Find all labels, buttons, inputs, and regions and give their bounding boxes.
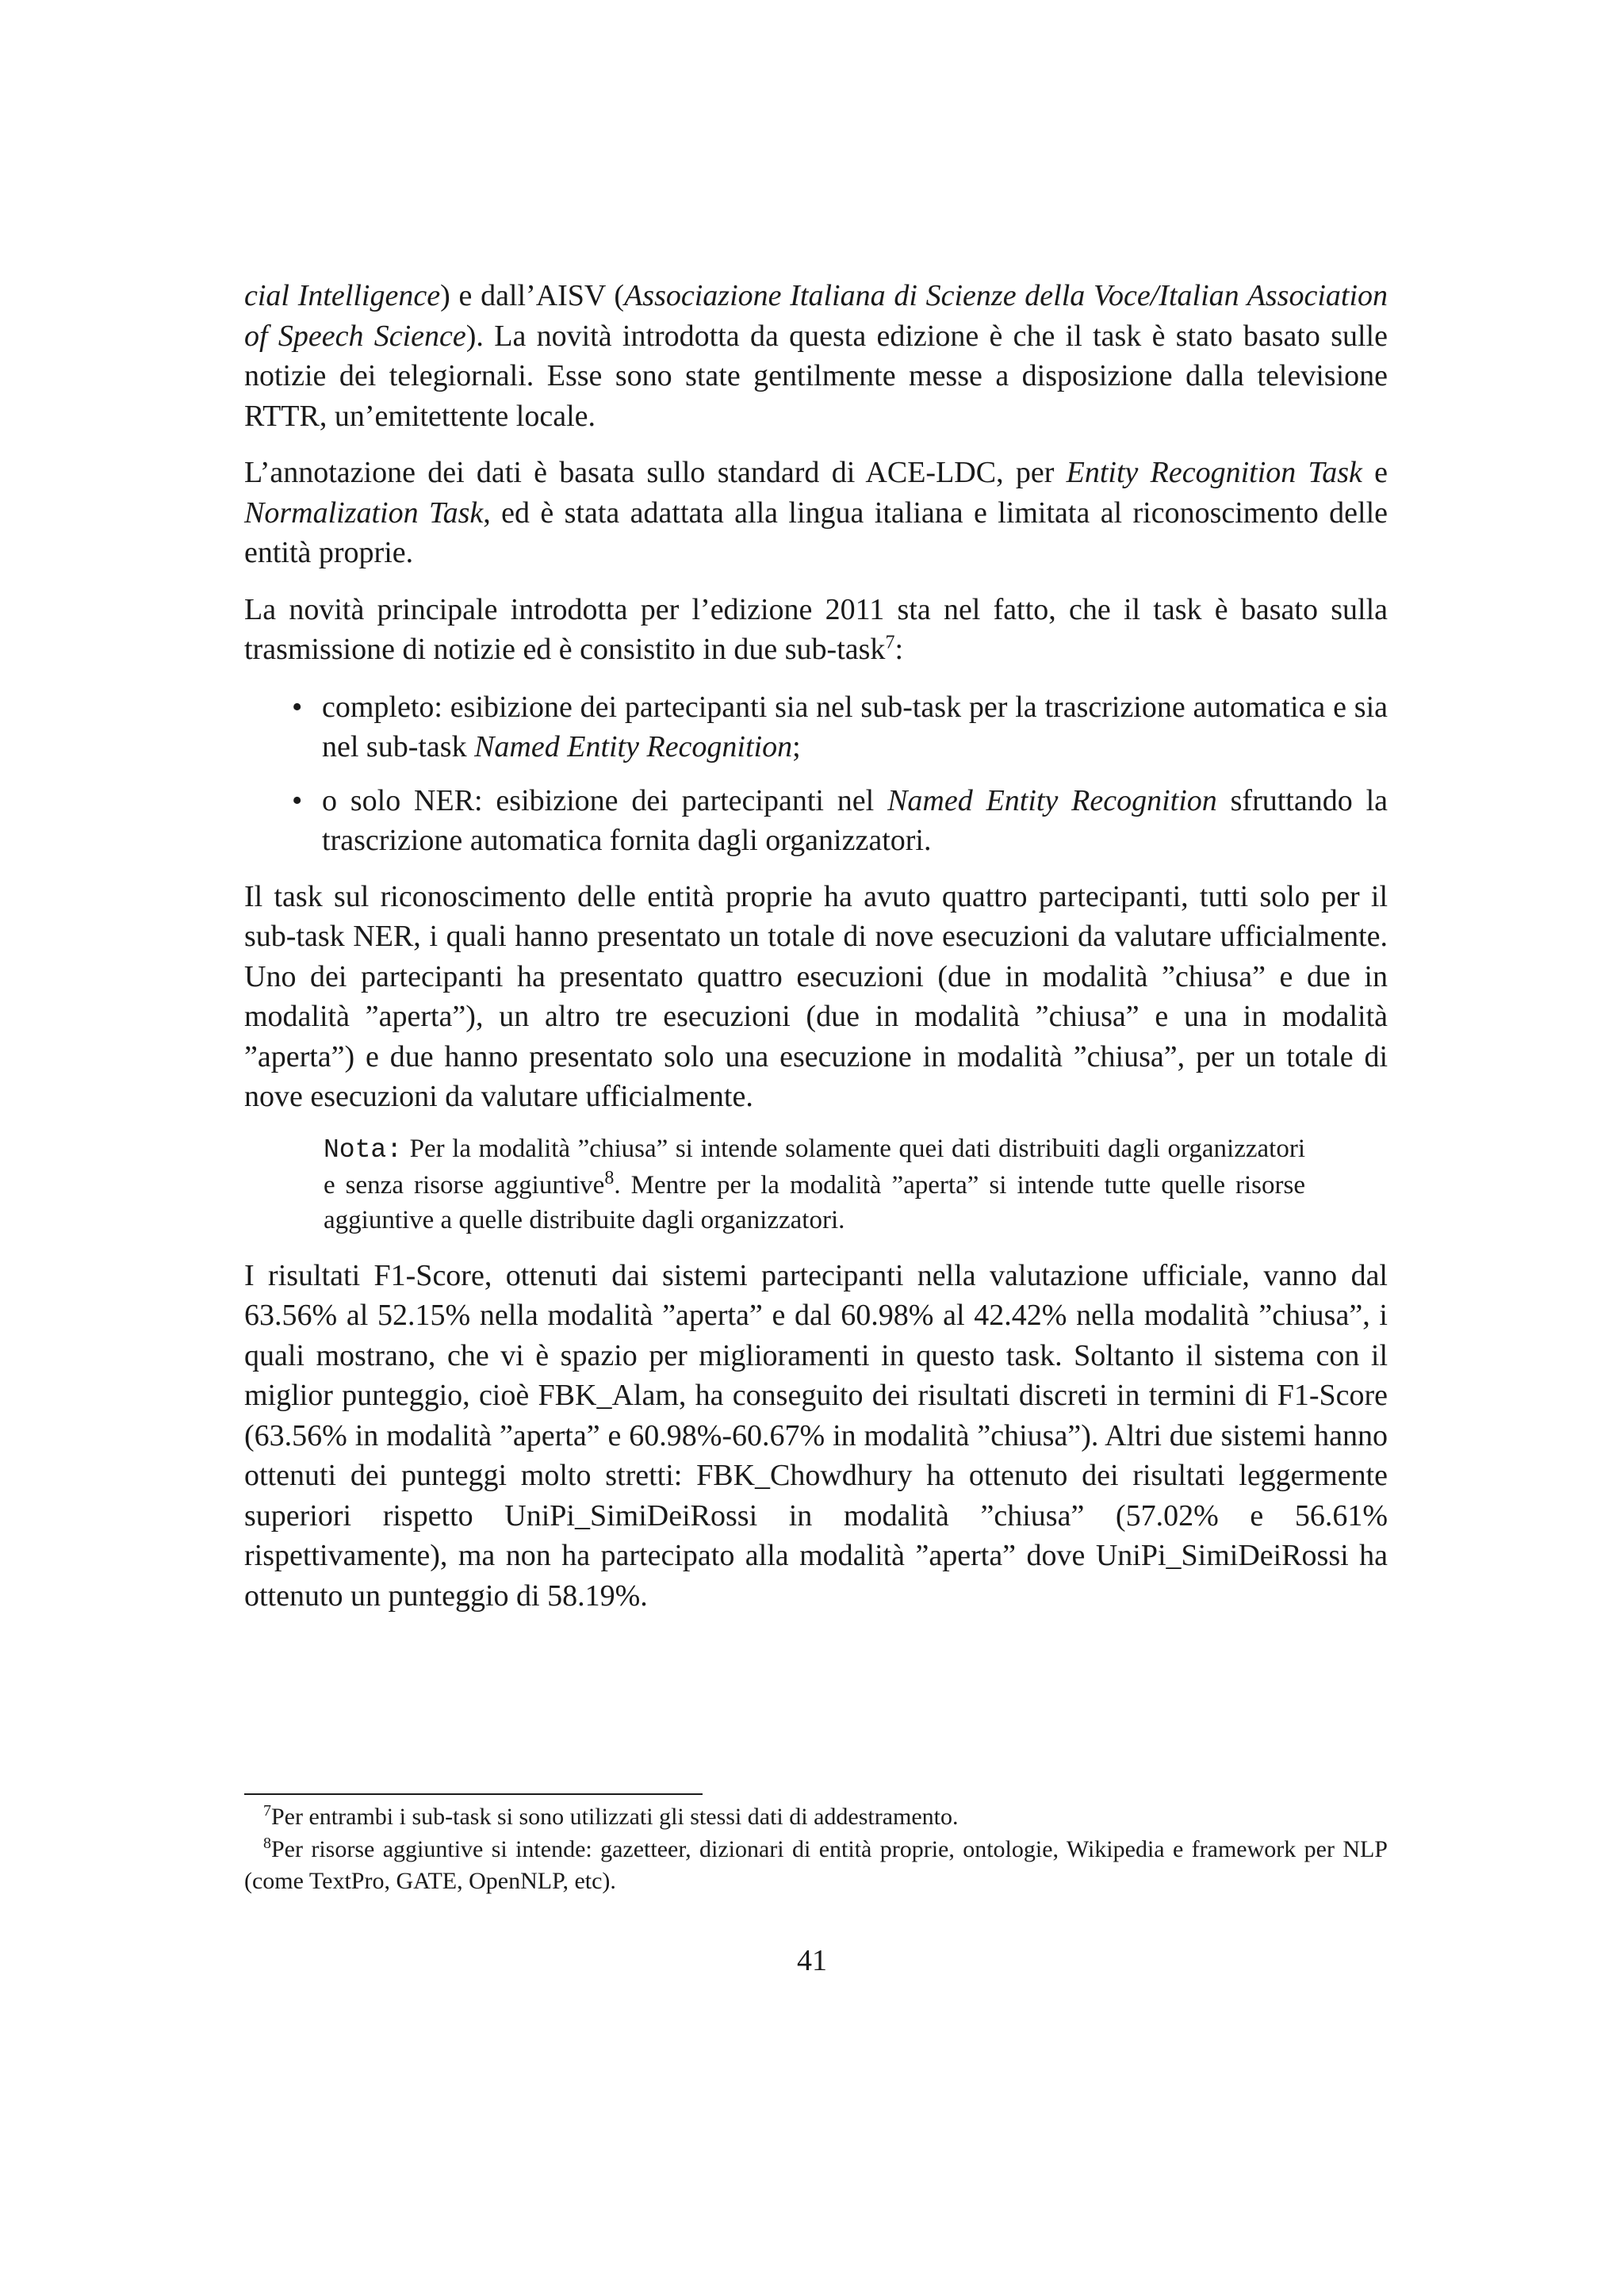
paragraph-novelty <box>244 590 1388 670</box>
page-number: 41 <box>797 1944 827 1977</box>
footnote-text: Per risorse aggiuntive si intende: gazetteer, dizionari di entità proprie, ontologie, Wikipedia e framework per NLP (come TextPro, GATE, OpenNLP, etc). <box>244 1835 1388 1894</box>
footnote-number: 7 <box>263 1802 271 1820</box>
footnote-ref-8[interactable]: 8 <box>604 1167 615 1188</box>
paragraph-aisv <box>244 276 1388 436</box>
text-run: ). La novità introdotta da questa edizione è che il task è stato basato sulle notizie dei telegiornali. Esse sono state gentilmente messe a disposizione dalla televisione RTTR, un’emitettente locale. <box>244 319 1388 433</box>
main-text <box>244 276 1388 1616</box>
italic-text: cial Intelligence <box>244 279 441 312</box>
footnote-divider <box>244 1793 703 1795</box>
text-run: La novità principale introdotta per l’edizione 2011 sta nel fatto, che il task è basato sulla trasmissione di notizie ed è consistito in due sub-task <box>244 592 1388 666</box>
paragraph-results: I risultati F1-Score, ottenuti dai sistemi partecipanti nella valutazione ufficiale, vanno dal 63.56% al 52.15% nella modalità ”aperta” e dal 60.98% al 42.42% nella modalità ”chiusa”, i quali mostrano, che vi è spazio per miglioramenti in questo task. Soltanto il sistema con il miglior punteggio, cioè FBK_Alam, ha conseguito dei risultati discreti in termini di F1-Score (63.56% in modalità ”aperta” e 60.98%-60.67% in modalità ”chiusa”). Altri due sistemi hanno ottenuti dei punteggi molto stretti: FBK_Chowdhury ha ottenuto dei risultati leggermente superiori rispetto UniPi_SimiDeiRossi in modalità ”chiusa” (57.02% e 56.61% rispettivamente), ma non ha partecipato alla modalità ”aperta” dove UniPi_SimiDeiRossi ha ottenuto un punteggio di 58.19%. <box>244 1258 1388 1613</box>
italic-text: Associazione Italiana di Scienze della Voce/Italian Association of Speech Science <box>244 279 1388 353</box>
text-run: o solo NER: esibizione dei partecipanti nel <box>322 783 888 817</box>
italic-text: Named Entity Recognition <box>887 783 1217 817</box>
text-run: : <box>894 633 903 666</box>
footnote-ref-7[interactable]: 7 <box>885 632 895 653</box>
footnote-8 <box>244 1834 1388 1898</box>
note-box <box>324 1131 1305 1238</box>
footnotes <box>244 1801 1388 1898</box>
paragraph-annotation <box>244 453 1388 573</box>
text-run: L’annotazione dei dati è basata sullo standard di ACE-LDC, per <box>244 456 1067 489</box>
bullet-icon: • <box>292 783 303 817</box>
footnote-text: Per entrambi i sub-task si sono utilizzati gli stessi dati di addestramento. <box>271 1804 959 1830</box>
italic-text: Entity Recognition Task <box>1066 456 1362 489</box>
text-run: ) e dall’AISV ( <box>440 279 625 312</box>
text-run: , ed è stata adattata alla lingua italiana e limitata al riconoscimento delle entità proprie. <box>244 496 1388 569</box>
text-run: Per la modalità ”chiusa” si intende solamente quei dati distribuiti dagli organizzatori e senza risorse aggiuntive <box>324 1134 1305 1200</box>
footnote-number: 8 <box>263 1834 271 1852</box>
paragraph-participants: Il task sul riconoscimento delle entità proprie ha avuto quattro partecipanti, tutti solo per il sub-task NER, i quali hanno presentato un totale di nove esecuzioni da valutare ufficialmente. Uno dei partecipanti ha presentato quattro esecuzioni (due in modalità ”chiusa” e due in modalità ”aperta”), un altro tre esecuzioni (due in modalità ”chiusa” e una in modalità ”aperta”) e due hanno presentato solo una esecuzione in modalità ”chiusa”, per un totale di nove esecuzioni da valutare ufficialmente. <box>244 879 1388 1113</box>
list-item <box>244 781 1388 861</box>
bullet-icon: • <box>292 690 303 724</box>
text-run: e <box>1362 456 1388 489</box>
subtask-list <box>244 687 1388 861</box>
text-run: completo: esibizione dei partecipanti sia nel sub-task per la trascrizione automatica e sia nel sub-task <box>322 690 1388 763</box>
italic-text: Normalization Task <box>244 496 484 530</box>
italic-text: Named Entity Recognition <box>474 730 793 763</box>
footnote-7 <box>244 1801 1388 1834</box>
list-item <box>244 687 1388 767</box>
text-run: sfruttando la trascrizione automatica fornita dagli organizzatori. <box>322 783 1388 857</box>
note-label: Nota: <box>324 1135 403 1165</box>
text-run: . Mentre per la modalità ”aperta” si intende tutte quelle risorse aggiuntive a quelle distribuite dagli organizzatori. <box>324 1170 1305 1234</box>
text-run: ; <box>792 730 801 763</box>
